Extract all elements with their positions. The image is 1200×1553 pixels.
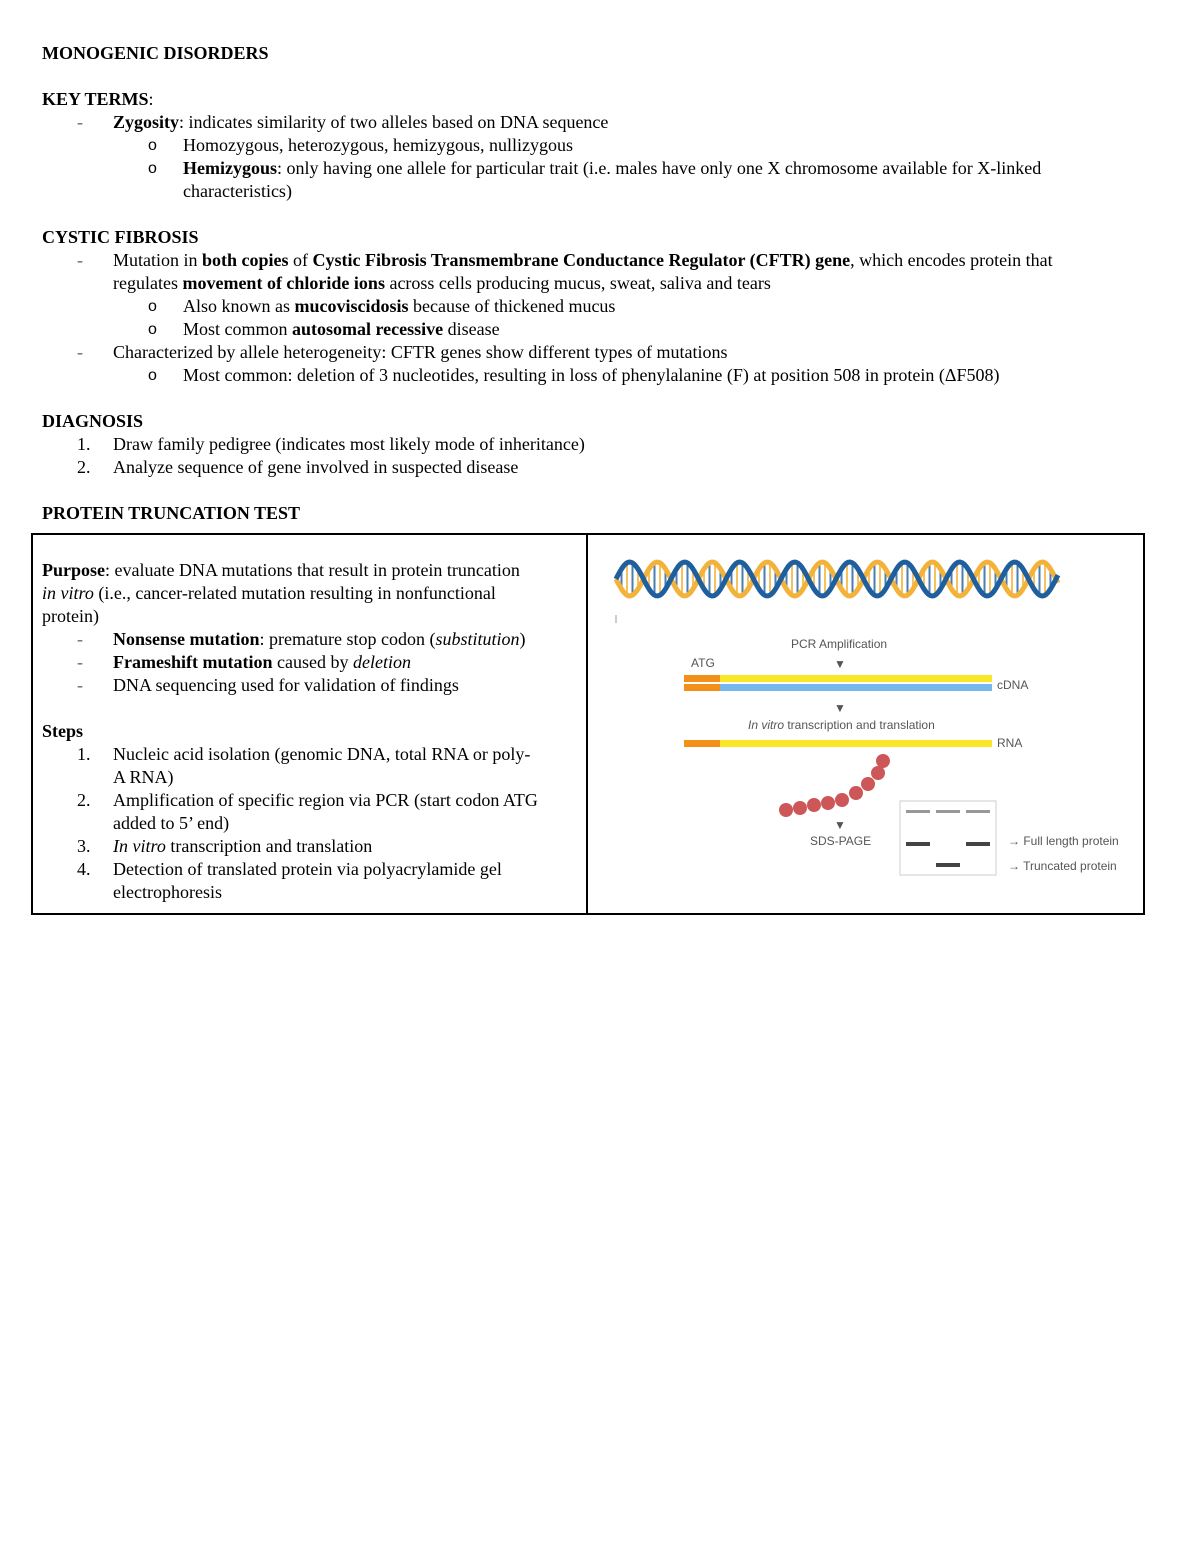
dash-marker: - (77, 112, 83, 132)
rna-atg (684, 740, 720, 747)
arrow-down-icon: ▼ (834, 818, 846, 832)
key-terms-section (42, 88, 1152, 203)
dash-marker: - (77, 342, 83, 362)
steps-heading: Steps (42, 721, 84, 741)
full-length-label: → Full length protein (1008, 834, 1119, 848)
step-item: 3. In vitro transcription and translation (77, 836, 373, 856)
arrow-down-icon: ▼ (834, 701, 846, 715)
diagnosis-section (42, 410, 1152, 479)
rna-label: RNA (997, 736, 1023, 750)
list-item: - Characterized by allele heterogeneity: CFTR genes show different types of mutations (77, 342, 728, 362)
bullet-marker: o (148, 160, 157, 177)
ptt-table (31, 533, 1145, 915)
cdna-atg-bottom (684, 684, 720, 691)
cystic-fibrosis-section (42, 226, 1152, 387)
ptt-diagram (588, 535, 1143, 913)
bullet-marker: o (148, 298, 157, 315)
numbered-item: 1. Draw family pedigree (indicates most likely mode of inheritance) (77, 434, 585, 454)
ptt-section (42, 502, 1152, 525)
list-item: - Mutation in both copies of Cystic Fibrosis Transmembrane Conductance Regulator (CFTR) gene, which encodes protein that regulates movement of chloride ions across cells producing mucus, sweat, saliva and tears (77, 250, 1053, 293)
sub-list-item: o Most common: deletion of 3 nucleotides, resulting in loss of phenylalanine (F) at position 508 in protein (ΔF508) (148, 365, 1000, 385)
numbered-item: 2. Analyze sequence of gene involved in suspected disease (77, 457, 519, 477)
ptt-diagram-cell (588, 535, 1143, 913)
ptt-heading: PROTEIN TRUNCATION TEST (42, 503, 301, 523)
arrow-down-icon: ▼ (834, 657, 846, 671)
list-item: - Zygosity: indicates similarity of two alleles based on DNA sequence (77, 112, 609, 132)
pcr-label: PCR Amplification (791, 637, 888, 651)
list-item: - Frameshift mutation caused by deletion (77, 652, 411, 672)
cdna-strand-top (720, 675, 992, 682)
diagnosis-heading: DIAGNOSIS (42, 411, 144, 431)
sub-list-item: o Hemizygous: only having one allele for particular trait (i.e. males have only one X chromosome available for X-linked characteristics) (148, 158, 1042, 201)
ptt-text-cell (33, 535, 588, 913)
sub-list-item: o Most common autosomal recessive disease (148, 319, 500, 339)
purpose-paragraph: Purpose: evaluate DNA mutations that result in protein truncation in vitro (i.e., cancer-related mutation resulting in nonfunctional protein) (42, 560, 520, 626)
atg-label: ATG (691, 656, 715, 670)
step-item: 2. Amplification of specific region via PCR (start codon ATG added to 5’ end) (77, 790, 538, 833)
step-item: 4. Detection of translated protein via polyacrylamide gel electrophoresis (77, 859, 502, 902)
key-terms-heading: KEY TERMS: (42, 89, 154, 109)
cdna-label: cDNA (997, 678, 1029, 692)
dash-marker: - (77, 250, 83, 270)
list-item: - Nonsense mutation: premature stop codon (substitution) (77, 629, 526, 649)
step-item: 1. Nucleic acid isolation (genomic DNA, total RNA or poly- A RNA) (77, 744, 531, 787)
document-page (42, 42, 1152, 525)
sds-page-label: SDS-PAGE (810, 834, 872, 848)
list-item: - DNA sequencing used for validation of findings (77, 675, 459, 695)
dna-helix-icon (616, 562, 1058, 596)
cf-heading: CYSTIC FIBROSIS (42, 227, 199, 247)
ivtt-label: In vitro transcription and translation (748, 718, 935, 732)
bullet-marker: o (148, 137, 157, 154)
truncated-label: → Truncated protein (1008, 859, 1117, 873)
sub-list-item: o Homozygous, heterozygous, hemizygous, nullizygous (148, 135, 573, 155)
rna-strand (720, 740, 992, 747)
sub-list-item: o Also known as mucoviscidosis because of thickened mucus (148, 296, 616, 316)
cdna-strand-bottom (720, 684, 992, 691)
page-title: MONOGENIC DISORDERS (42, 43, 269, 63)
gel-icon (900, 801, 996, 875)
cdna-atg-top (684, 675, 720, 682)
protein-chain-icon (779, 754, 890, 817)
bullet-marker: o (148, 367, 157, 384)
bullet-marker: o (148, 321, 157, 338)
